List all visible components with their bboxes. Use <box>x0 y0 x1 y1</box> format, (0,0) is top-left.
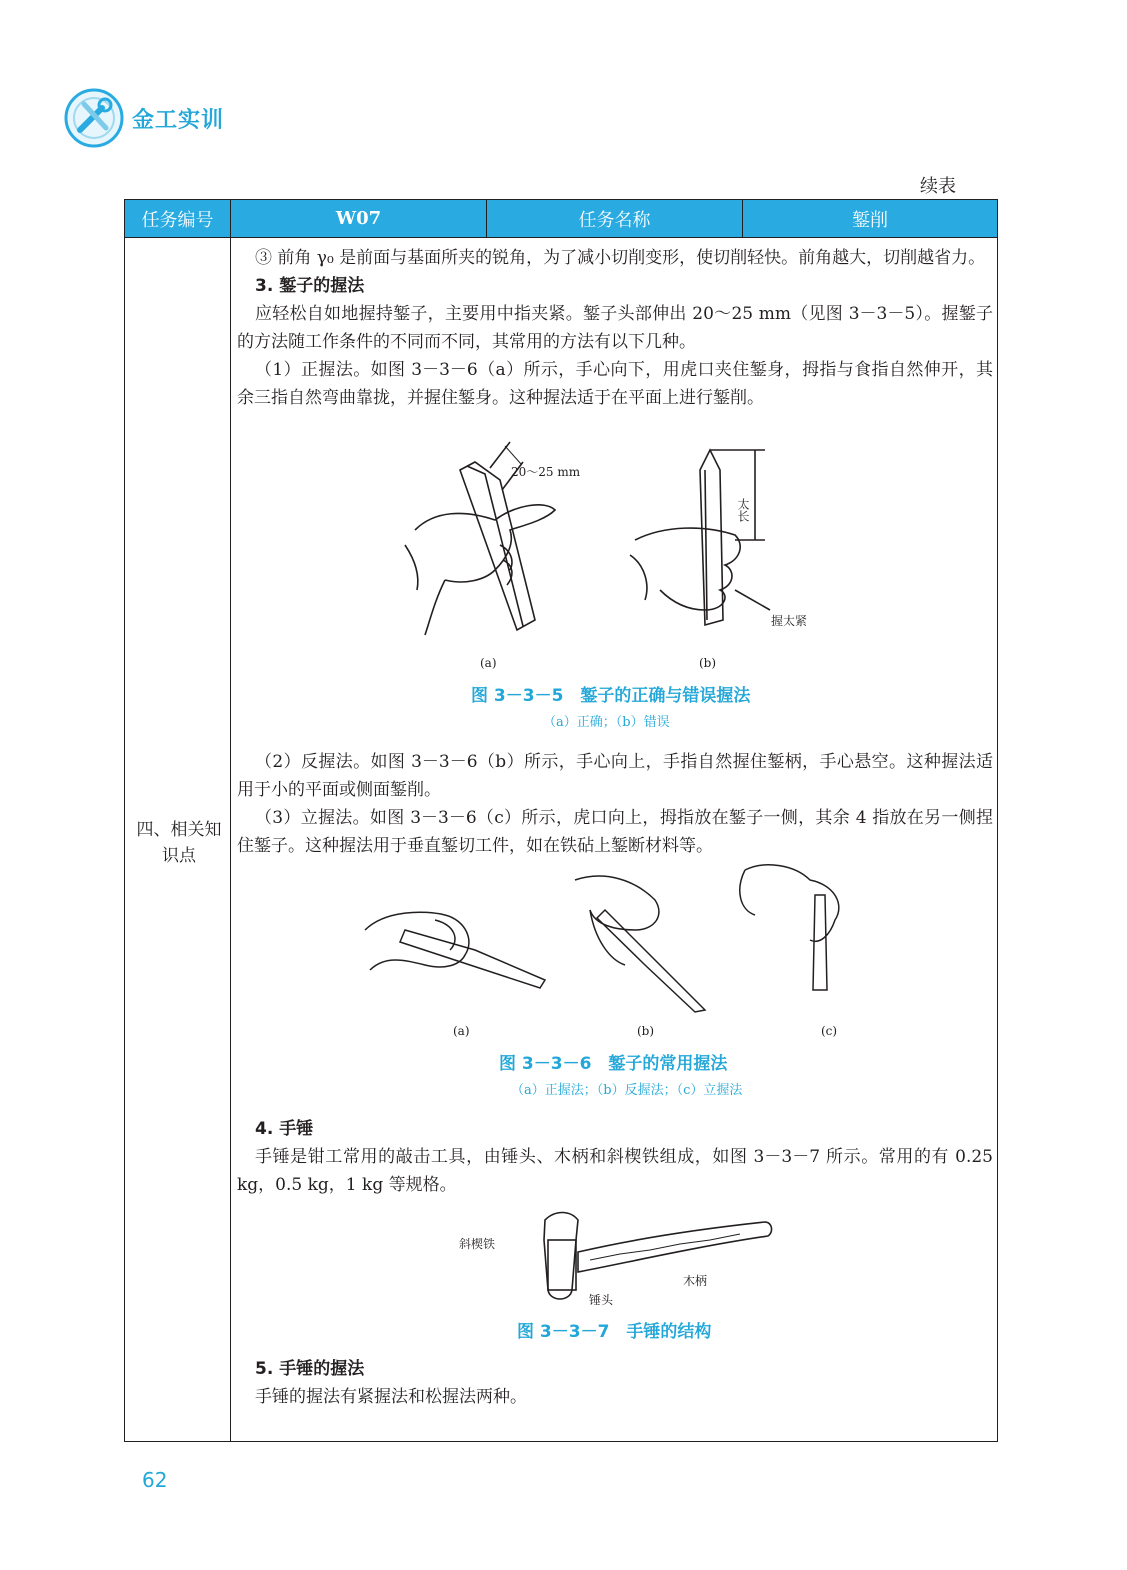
header-task-name-label: 任务名称 <box>487 200 743 237</box>
figure-3-3-7-head-label: 锤头 <box>589 1293 614 1307</box>
heading-chisel-grip: 3. 錾子的握法 <box>255 276 365 296</box>
content-cell <box>237 240 993 412</box>
figure-3-3-6-subcaption: （a）正握法；（b）反握法；（c）立握法 <box>511 1083 743 1098</box>
header-task-number-value: W07 <box>231 200 487 237</box>
heading-hammer-grip: 5. 手锤的握法 <box>255 1359 365 1379</box>
figure-3-3-6-caption: 图 3－3－6 錾子的常用握法 <box>499 1054 728 1074</box>
page-number: 62 <box>142 1468 168 1492</box>
side-label: 四、相关知识点 <box>136 820 222 866</box>
heading-hammer: 4. 手锤 <box>255 1119 314 1139</box>
paragraph-chisel-grip-intro: 应轻松自如地握持錾子，主要用中指夹紧。錾子头部伸出 20～25 mm（见图 3－3－5）。握錾子的方法随工作条件的不同而不同，其常用的方法有以下几种。 <box>237 304 993 352</box>
header-task-number-label: 任务编号 <box>125 200 231 237</box>
content-cell-bottom <box>237 1355 993 1411</box>
table-header-row <box>125 200 997 238</box>
figure-3-3-5-subcaption: （a）正确；（b）错误 <box>543 715 670 730</box>
figure-3-3-7-drawing <box>510 1210 775 1310</box>
figure-3-3-6-label-c: (c) <box>821 1024 838 1038</box>
figure-3-3-5-label-a: (a) <box>480 656 497 670</box>
content-cell-middle <box>237 748 993 860</box>
paragraph-reverse-grip: （2）反握法。如图 3－3－6（b）所示，手心向上，手指自然握住錾柄，手心悬空。这种握法适用于小的平面或侧面錾削。 <box>237 752 993 800</box>
task-table <box>124 199 998 1442</box>
figure-3-3-5-too-long: 太长 <box>736 498 750 522</box>
figure-3-3-6-label-a: (a) <box>453 1024 470 1038</box>
paragraph-forward-grip: （1）正握法。如图 3－3－6（a）所示，手心向下，用虎口夹住錾身，拇指与食指自然伸开，其余三指自然弯曲靠拢，并握住錾身。这种握法适于在平面上进行錾削。 <box>237 360 993 408</box>
paragraph-hammer: 手锤是钳工常用的敲击工具，由锤头、木柄和斜楔铁组成，如图 3－3－7 所示。常用的有 0.25 kg，0.5 kg，1 kg 等规格。 <box>237 1147 993 1195</box>
column-divider <box>230 236 231 1441</box>
paragraph-rake-angle: ③ 前角 γ₀ 是前面与基面所夹的锐角，为了减小切削变形，使切削轻快。前角越大，切削越省力。 <box>255 248 986 268</box>
continued-label: 续表 <box>920 176 956 197</box>
figure-3-3-5-too-tight: 握太紧 <box>771 614 808 628</box>
figure-3-3-5-label-b: (b) <box>699 656 717 670</box>
paragraph-vertical-grip: （3）立握法。如图 3－3－6（c）所示，虎口向上，拇指放在錾子一侧，其余 4 指放在另一侧捏住錾子。这种握法用于垂直錾切工件，如在铁砧上錾断材料等。 <box>237 808 993 856</box>
book-title: 金工实训 <box>132 108 225 133</box>
figure-3-3-6-drawing <box>365 870 865 1020</box>
header-task-name-value: 錾削 <box>852 209 888 231</box>
figure-3-3-5-drawing <box>405 450 825 660</box>
figure-3-3-7-wedge-label: 斜楔铁 <box>459 1237 496 1251</box>
wrench-logo-icon <box>62 86 126 150</box>
paragraph-hammer-grip: 手锤的握法有紧握法和松握法两种。 <box>255 1387 527 1407</box>
figure-3-3-6-label-b: (b) <box>637 1024 655 1038</box>
content-cell-lower <box>237 1115 993 1199</box>
figure-3-3-7-caption: 图 3－3－7 手锤的结构 <box>517 1322 712 1342</box>
figure-3-3-5-dimension: 20～25 mm <box>511 465 581 479</box>
figure-3-3-7-handle-label: 木柄 <box>683 1274 708 1288</box>
figure-3-3-5-caption: 图 3－3－5 錾子的正确与错误握法 <box>471 686 751 706</box>
